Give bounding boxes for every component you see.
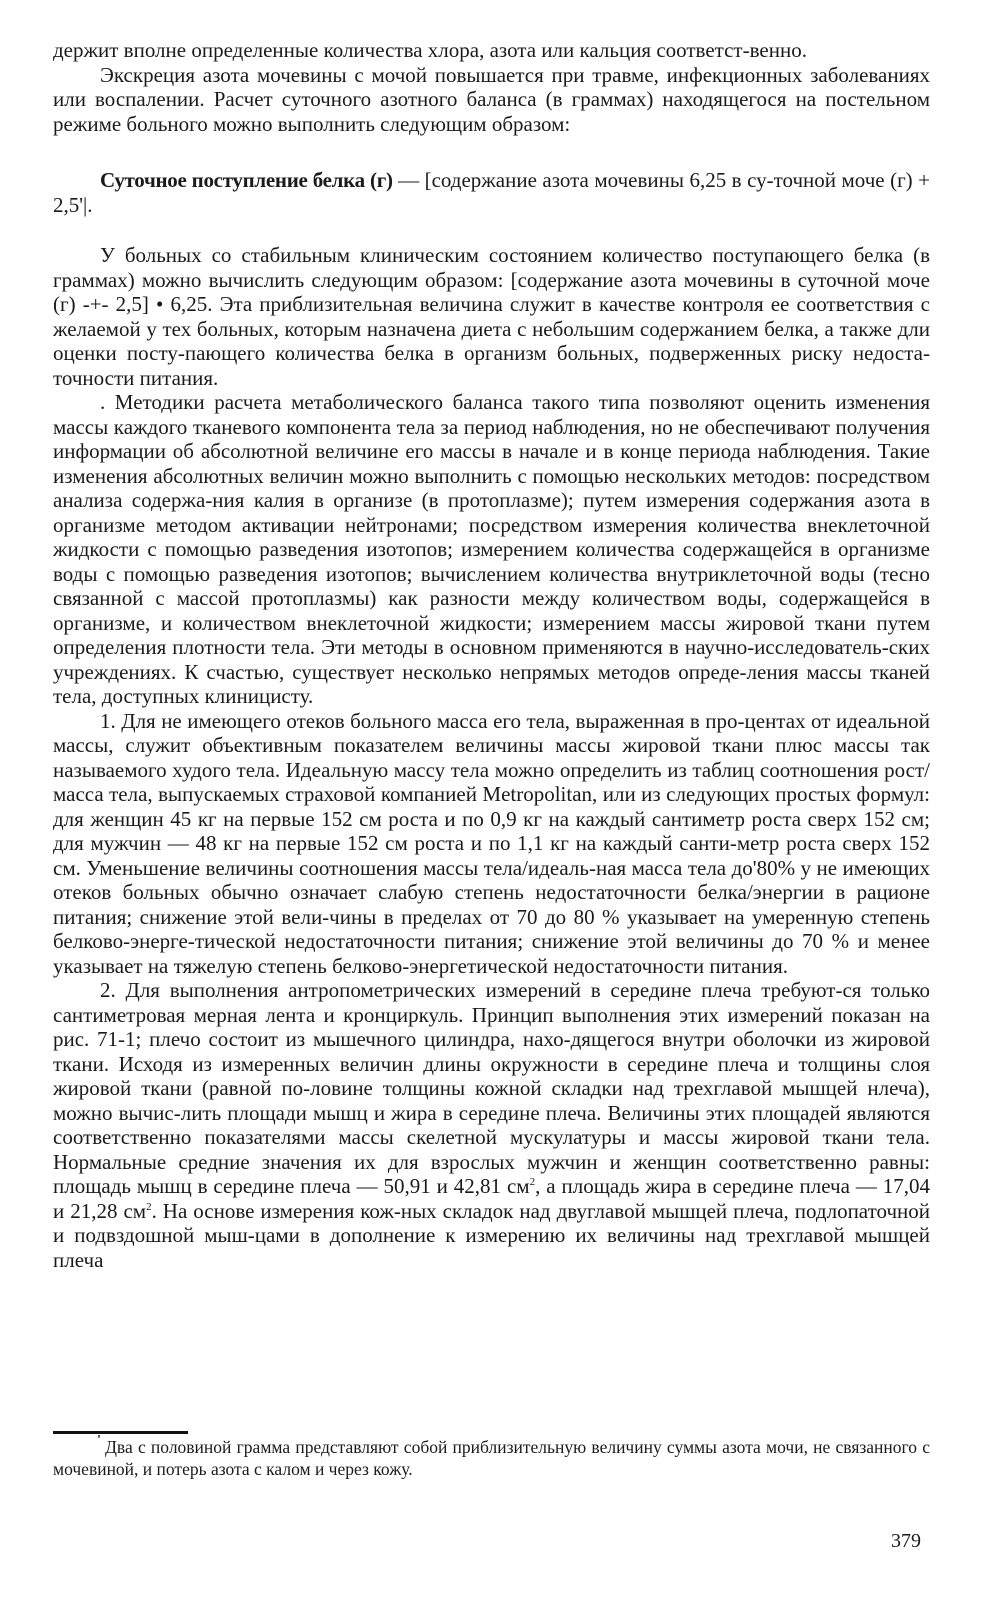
- formula-label: Суточное поступление белка (г): [100, 168, 393, 192]
- paragraph-nitrogen-excretion: Экскреция азота мочевины с мочой повышается при травме, инфекционных заболеваниях или воспалении. Расчет суточного азотного баланса (в граммах) находящегося на постельном режиме больного можно выполнить следующим образом:: [53, 62, 930, 136]
- footnote-divider: [53, 1431, 188, 1434]
- formula-protein-intake: [53, 168, 930, 217]
- anthropometry-text-a: 2. Для выполнения антропометрических измерений в середине плеча требуют-ся только сантиметровая мерная лента и кронциркуль. Принцип выполнения этих измерений показан на рис. 71-1; плечо состоит из мышечного цилиндра, нахо-дящегося внутри оболочки из жировой ткани. Исходя из измеренных величин длины окружности в середине плеча и толщины слоя жировой ткани (равной по-ловине толщины кожной складки над трехглавой мышцей нлеча), можно вычис-лить площади мышц и жира в середине плеча. Величины этих площадей являются соответственно показателями массы скелетной мускулатуры и массы жировой ткани тела. Нормальные средние значения их для взрослых мужчин и женщин соответственно равны: площадь мышц в середине плеча — 50,91 и 42,81 см: [53, 978, 930, 1198]
- paragraph-ideal-mass: 1. Для не имеющего отеков больного масса его тела, выраженная в про-центах от идеальной массы, служит объективным показателем величины массы жировой ткани плюс массы так называемого худого тела. Идеальную массу тела можно определить из таблиц соотношения рост/масса тела, выпускаемых страховой компанией Metropolitan, или из следующих простых формул: для женщин 45 кг на первые 152 см роста и по 0,9 кг на каждый сантиметр роста сверх 152 см; для мужчин — 48 кг на первые 152 см роста и по 1,1 кг на каждый санти-метр роста сверх 152 см. Уменьшение величины соотношения массы тела/идеаль-ная масса тела до'80% у не имеющих отеков больных обычно означает слабую степень недостаточности белка/энергии в рационе питания; снижение этой вели-чины в пределах от 70 до 80 % указывает на умеренную степень белково-энерге-тической недостаточности питания; снижение этой величины до 70 % и менее указывает на тяжелую степень белково-энергетической недостаточности питания.: [53, 708, 930, 978]
- superscript-squared: 2: [146, 1200, 152, 1213]
- paragraph-anthropometry: [53, 978, 930, 1272]
- footnote: [53, 1433, 930, 1480]
- footnote-text: Два с половиной грамма представляют собой приблизительную величину суммы азота мочи, не связанного с мочевиной, и потерь азота с калом и через кожу.: [53, 1437, 930, 1479]
- page-number: 379: [891, 1530, 921, 1552]
- formula-expression: — [содержание азота мочевины 6,25 в су-точной моче (г) + 2,5'|.: [53, 168, 930, 217]
- anthropometry-text-c: . На основе измерения кож-ных складок над двуглавой мышцей плеча, подлопаточной и подвздошной мыш-цами в дополнение к измерению их величины над трехглавой мышцей плеча: [53, 1198, 930, 1272]
- footnote-mark: ': [97, 1433, 101, 1448]
- page-body: [53, 38, 930, 1272]
- anthropometry-text-b: , а площадь жира в середине плеча — 17,04 и 21,28 см: [53, 1174, 930, 1223]
- paragraph-stable-patients: У больных со стабильным клиническим состоянием количество поступающего белка (в граммах) можно вычислить следующим образом: [содержание азота мочевины в суточной моче (г) -+- 2,5] • 6,25. Эта приблизительная величина служит в качестве контроля ее соответствия с желаемой у тех больных, которым назначена диета с небольшим содержанием белка, а также дли оценки посту-пающего количества белка в организм больных, подверженных риску недоста-точности питания.: [53, 243, 930, 390]
- paragraph-metabolic-methods: . Методики расчета метаболического баланса такого типа позволяют оценить изменения массы каждого тканевого компонента тела за период наблюдения, но не обеспечивают получения информации об абсолютной величине его массы в начале и в конце периода наблюдения. Такие изменения абсолютных величин можно выполнить с помощью нескольких методов: посредством анализа содержа-ния калия в организе (в протоплазме); путем измерения содержания азота в организме методом активации нейтронами; посредством измерения количества внеклеточной жидкости с помощью разведения изотопов; измерением количества содержащейся в организме воды с помощью разведения изотопов; вычислением количества внутриклеточной воды (тесно связанной с массой протоплазмы) как разности между количеством воды, содержащейся в организме, и количеством внеклеточной жидкости; измерением массы жировой ткани путем определения плотности тела. Эти методы в основном применяются в научно-исследователь-ских учреждениях. К счастью, существует несколько непрямых методов опреде-ления массы тканей тела, доступных клиницисту.: [53, 390, 930, 708]
- superscript-squared: 2: [529, 1176, 536, 1188]
- paragraph-continuation: держит вполне определенные количества хлора, азота или кальция соответст-венно.: [53, 38, 807, 62]
